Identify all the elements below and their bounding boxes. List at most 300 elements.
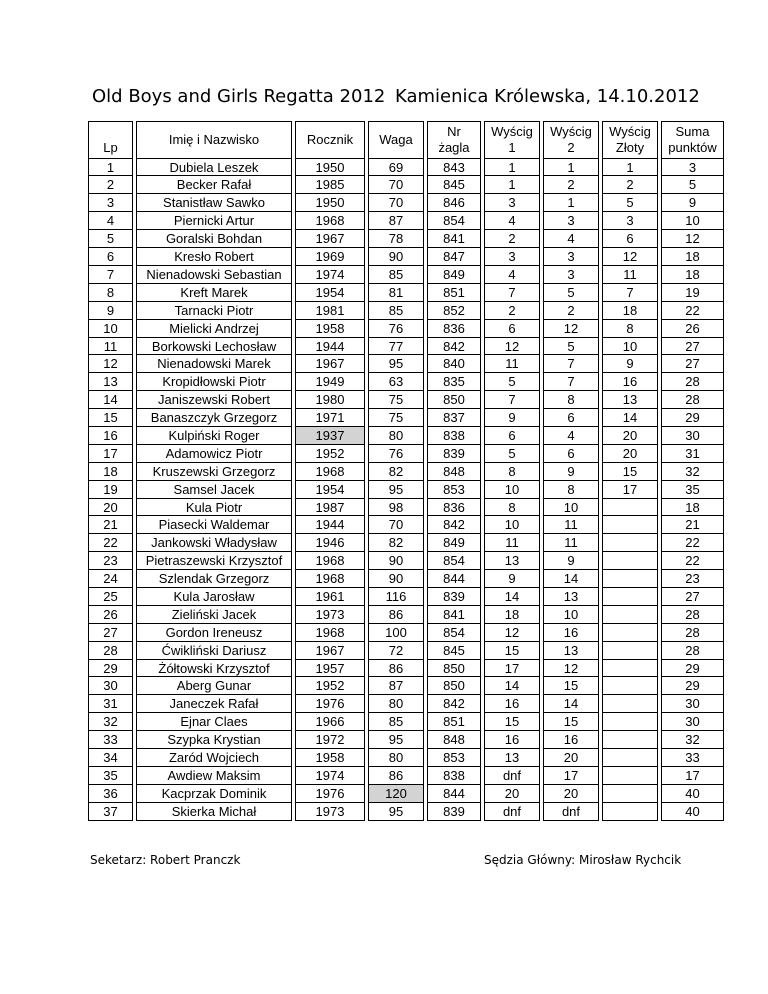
rocznik-cell: 1967 <box>295 642 365 660</box>
race3-cell: 5 <box>602 194 658 212</box>
name-cell: Banaszczyk Grzegorz <box>136 409 292 427</box>
nr-cell: 835 <box>427 373 481 391</box>
suma-cell: 21 <box>661 516 724 534</box>
race1-cell: 1 <box>484 159 540 177</box>
lp-cell: 30 <box>88 677 133 695</box>
header-nr-line1: Nr <box>447 123 461 139</box>
nr-cell: 853 <box>427 749 481 767</box>
race3-cell <box>602 677 658 695</box>
rocznik-cell: 1949 <box>295 373 365 391</box>
lp-cell: 15 <box>88 409 133 427</box>
name-cell: Borkowski Lechosław <box>136 338 292 356</box>
header-suma <box>661 121 724 159</box>
race1-cell: 15 <box>484 642 540 660</box>
race3-cell <box>602 767 658 785</box>
race1-cell: 2 <box>484 230 540 248</box>
name-cell: Nienadowski Marek <box>136 355 292 373</box>
lp-cell: 12 <box>88 355 133 373</box>
race3-cell: 16 <box>602 373 658 391</box>
nr-cell: 841 <box>427 606 481 624</box>
name-cell: Tarnacki Piotr <box>136 302 292 320</box>
race2-cell: 9 <box>543 463 599 481</box>
name-cell: Stanistław Sawko <box>136 194 292 212</box>
header-lp-label: Lp <box>103 139 118 155</box>
race3-cell <box>602 731 658 749</box>
race3-cell <box>602 588 658 606</box>
suma-cell: 31 <box>661 445 724 463</box>
race1-cell: 15 <box>484 713 540 731</box>
suma-cell: 27 <box>661 355 724 373</box>
rocznik-cell: 1972 <box>295 731 365 749</box>
lp-cell: 11 <box>88 338 133 356</box>
lp-cell: 10 <box>88 320 133 338</box>
rocznik-cell: 1952 <box>295 677 365 695</box>
header-w2-line1: Wyścig <box>550 123 592 139</box>
lp-cell: 32 <box>88 713 133 731</box>
nr-cell: 852 <box>427 302 481 320</box>
waga-cell: 90 <box>368 248 424 266</box>
race2-cell: 17 <box>543 767 599 785</box>
header-waga <box>368 121 424 159</box>
waga-cell: 78 <box>368 230 424 248</box>
race2-cell: 6 <box>543 409 599 427</box>
name-cell: Gordon Ireneusz <box>136 624 292 642</box>
waga-cell: 80 <box>368 695 424 713</box>
race3-cell: 13 <box>602 391 658 409</box>
race1-cell: 7 <box>484 284 540 302</box>
lp-cell: 36 <box>88 785 133 803</box>
race3-cell <box>602 642 658 660</box>
nr-cell: 841 <box>427 230 481 248</box>
lp-cell: 27 <box>88 624 133 642</box>
race3-cell: 11 <box>602 266 658 284</box>
header-w3-line2: Złoty <box>615 139 645 155</box>
col-w3 <box>602 121 658 821</box>
name-cell: Nienadowski Sebastian <box>136 266 292 284</box>
suma-cell: 35 <box>661 481 724 499</box>
race2-cell: 12 <box>543 660 599 678</box>
race2-cell: 20 <box>543 785 599 803</box>
race3-cell: 12 <box>602 248 658 266</box>
waga-cell: 72 <box>368 642 424 660</box>
waga-cell: 75 <box>368 409 424 427</box>
place-date: Kamienica Królewska, 14.10.2012 <box>395 86 700 107</box>
suma-cell: 28 <box>661 373 724 391</box>
race1-cell: 7 <box>484 391 540 409</box>
rocznik-cell: 1981 <box>295 302 365 320</box>
race2-cell: 3 <box>543 248 599 266</box>
race1-cell: 12 <box>484 338 540 356</box>
race1-cell: 3 <box>484 248 540 266</box>
race1-cell: 3 <box>484 194 540 212</box>
suma-cell: 27 <box>661 338 724 356</box>
name-cell: Janeczek Rafał <box>136 695 292 713</box>
race3-cell <box>602 749 658 767</box>
race3-cell: 2 <box>602 176 658 194</box>
name-cell: Goralski Bohdan <box>136 230 292 248</box>
nr-cell: 839 <box>427 588 481 606</box>
lp-cell: 4 <box>88 212 133 230</box>
rocznik-cell: 1968 <box>295 570 365 588</box>
race2-cell: 15 <box>543 713 599 731</box>
name-cell: Awdiew Maksim <box>136 767 292 785</box>
nr-cell: 850 <box>427 391 481 409</box>
lp-cell: 9 <box>88 302 133 320</box>
header-rocznik-label: Rocznik <box>306 131 354 147</box>
waga-cell: 90 <box>368 552 424 570</box>
header-nr-line2: żagla <box>438 139 470 155</box>
name-cell: Kacprzak Dominik <box>136 785 292 803</box>
race1-cell: 5 <box>484 445 540 463</box>
waga-cell: 87 <box>368 677 424 695</box>
race2-cell: 6 <box>543 445 599 463</box>
name-cell: Aberg Gunar <box>136 677 292 695</box>
race3-cell <box>602 785 658 803</box>
rocznik-cell: 1944 <box>295 338 365 356</box>
rocznik-cell: 1971 <box>295 409 365 427</box>
header-w3 <box>602 121 658 159</box>
race2-cell: 3 <box>543 266 599 284</box>
waga-cell: 85 <box>368 302 424 320</box>
race2-cell: dnf <box>543 803 599 821</box>
race2-cell: 12 <box>543 320 599 338</box>
name-cell: Piasecki Waldemar <box>136 516 292 534</box>
name-cell: Zieliński Jacek <box>136 606 292 624</box>
lp-cell: 18 <box>88 463 133 481</box>
lp-cell: 31 <box>88 695 133 713</box>
suma-cell: 19 <box>661 284 724 302</box>
rocznik-cell: 1973 <box>295 803 365 821</box>
lp-cell: 3 <box>88 194 133 212</box>
lp-cell: 6 <box>88 248 133 266</box>
lp-cell: 26 <box>88 606 133 624</box>
nr-cell: 849 <box>427 266 481 284</box>
lp-cell: 22 <box>88 534 133 552</box>
nr-cell: 851 <box>427 284 481 302</box>
rocznik-cell: 1968 <box>295 552 365 570</box>
rocznik-cell: 1957 <box>295 660 365 678</box>
waga-cell: 70 <box>368 176 424 194</box>
col-rocznik <box>295 121 365 821</box>
suma-cell: 32 <box>661 731 724 749</box>
race3-cell <box>602 660 658 678</box>
lp-cell: 28 <box>88 642 133 660</box>
race2-cell: 7 <box>543 373 599 391</box>
race1-cell: 20 <box>484 785 540 803</box>
rocznik-cell: 1961 <box>295 588 365 606</box>
name-cell: Kresło Robert <box>136 248 292 266</box>
race2-cell: 13 <box>543 642 599 660</box>
suma-cell: 9 <box>661 194 724 212</box>
lp-cell: 14 <box>88 391 133 409</box>
race1-cell: 10 <box>484 481 540 499</box>
name-cell: Kreft Marek <box>136 284 292 302</box>
lp-cell: 1 <box>88 159 133 177</box>
race1-cell: 18 <box>484 606 540 624</box>
nr-cell: 854 <box>427 212 481 230</box>
rocznik-cell: 1954 <box>295 481 365 499</box>
waga-cell: 116 <box>368 588 424 606</box>
name-cell: Mielicki Andrzej <box>136 320 292 338</box>
name-cell: Ćwikliński Dariusz <box>136 642 292 660</box>
race3-cell <box>602 552 658 570</box>
name-cell: Szypka Krystian <box>136 731 292 749</box>
race3-cell: 8 <box>602 320 658 338</box>
suma-cell: 33 <box>661 749 724 767</box>
race1-cell: dnf <box>484 803 540 821</box>
rocznik-cell: 1987 <box>295 499 365 517</box>
waga-cell: 75 <box>368 391 424 409</box>
waga-cell: 95 <box>368 481 424 499</box>
suma-cell: 29 <box>661 660 724 678</box>
race3-cell <box>602 499 658 517</box>
lp-cell: 8 <box>88 284 133 302</box>
header-name-label: Imię i Nazwisko <box>168 131 260 147</box>
waga-cell: 70 <box>368 194 424 212</box>
suma-cell: 22 <box>661 534 724 552</box>
race3-cell <box>602 534 658 552</box>
lp-cell: 23 <box>88 552 133 570</box>
rocznik-cell: 1968 <box>295 463 365 481</box>
waga-cell: 86 <box>368 660 424 678</box>
lp-cell: 24 <box>88 570 133 588</box>
race2-cell: 3 <box>543 212 599 230</box>
nr-cell: 847 <box>427 248 481 266</box>
race3-cell: 7 <box>602 284 658 302</box>
name-cell: Jankowski Władysław <box>136 534 292 552</box>
nr-cell: 854 <box>427 624 481 642</box>
header-w2-line2: 2 <box>567 139 575 155</box>
waga-cell: 86 <box>368 606 424 624</box>
regatta-title: Old Boys and Girls Regatta 2012 <box>92 86 386 107</box>
race2-cell: 1 <box>543 194 599 212</box>
suma-cell: 28 <box>661 624 724 642</box>
race2-cell: 20 <box>543 749 599 767</box>
name-cell: Dubiela Leszek <box>136 159 292 177</box>
race3-cell: 18 <box>602 302 658 320</box>
race2-cell: 10 <box>543 499 599 517</box>
race2-cell: 8 <box>543 391 599 409</box>
race3-cell: 15 <box>602 463 658 481</box>
waga-cell: 81 <box>368 284 424 302</box>
rocznik-cell: 1954 <box>295 284 365 302</box>
race1-cell: 2 <box>484 302 540 320</box>
nr-cell: 848 <box>427 731 481 749</box>
lp-cell: 7 <box>88 266 133 284</box>
race3-cell: 10 <box>602 338 658 356</box>
nr-cell: 853 <box>427 481 481 499</box>
rocznik-cell: 1958 <box>295 320 365 338</box>
race2-cell: 5 <box>543 284 599 302</box>
rocznik-cell: 1946 <box>295 534 365 552</box>
race1-cell: 9 <box>484 409 540 427</box>
col-suma <box>661 121 724 821</box>
nr-cell: 843 <box>427 159 481 177</box>
nr-cell: 842 <box>427 695 481 713</box>
name-cell: Zaród Wojciech <box>136 749 292 767</box>
waga-cell: 70 <box>368 516 424 534</box>
suma-cell: 22 <box>661 302 724 320</box>
lp-cell: 5 <box>88 230 133 248</box>
header-w3-line1: Wyścig <box>609 123 651 139</box>
race1-cell: 5 <box>484 373 540 391</box>
race3-cell: 14 <box>602 409 658 427</box>
suma-cell: 30 <box>661 713 724 731</box>
header-suma-line1: Suma <box>675 123 710 139</box>
header-suma-line2: punktów <box>668 139 717 155</box>
col-lp <box>88 121 133 821</box>
nr-cell: 849 <box>427 534 481 552</box>
rocznik-cell: 1967 <box>295 355 365 373</box>
waga-cell: 77 <box>368 338 424 356</box>
lp-cell: 34 <box>88 749 133 767</box>
rocznik-cell: 1985 <box>295 176 365 194</box>
rocznik-cell: 1950 <box>295 159 365 177</box>
waga-cell: 120 <box>368 785 424 803</box>
race1-cell: 8 <box>484 463 540 481</box>
header-w1-line2: 1 <box>508 139 516 155</box>
race1-cell: 14 <box>484 588 540 606</box>
nr-cell: 842 <box>427 516 481 534</box>
lp-cell: 33 <box>88 731 133 749</box>
race2-cell: 4 <box>543 427 599 445</box>
rocznik-cell: 1952 <box>295 445 365 463</box>
rocznik-cell: 1969 <box>295 248 365 266</box>
lp-cell: 20 <box>88 499 133 517</box>
waga-cell: 85 <box>368 266 424 284</box>
race1-cell: 12 <box>484 624 540 642</box>
waga-cell: 82 <box>368 534 424 552</box>
rocznik-cell: 1976 <box>295 695 365 713</box>
rocznik-cell: 1968 <box>295 624 365 642</box>
race2-cell: 16 <box>543 731 599 749</box>
name-cell: Skierka Michał <box>136 803 292 821</box>
rocznik-cell: 1944 <box>295 516 365 534</box>
waga-cell: 86 <box>368 767 424 785</box>
race2-cell: 4 <box>543 230 599 248</box>
suma-cell: 18 <box>661 248 724 266</box>
nr-cell: 839 <box>427 803 481 821</box>
header-rocznik <box>295 121 365 159</box>
col-nr <box>427 121 481 821</box>
rocznik-cell: 1937 <box>295 427 365 445</box>
rocznik-cell: 1976 <box>295 785 365 803</box>
suma-cell: 40 <box>661 803 724 821</box>
name-cell: Samsel Jacek <box>136 481 292 499</box>
header-lp <box>88 121 133 159</box>
lp-cell: 29 <box>88 660 133 678</box>
name-cell: Kruszewski Grzegorz <box>136 463 292 481</box>
suma-cell: 28 <box>661 606 724 624</box>
race1-cell: 6 <box>484 320 540 338</box>
race2-cell: 11 <box>543 516 599 534</box>
nr-cell: 840 <box>427 355 481 373</box>
nr-cell: 850 <box>427 660 481 678</box>
results-table <box>88 121 724 821</box>
waga-cell: 95 <box>368 355 424 373</box>
waga-cell: 90 <box>368 570 424 588</box>
race3-cell: 20 <box>602 445 658 463</box>
col-w1 <box>484 121 540 821</box>
race1-cell: 16 <box>484 731 540 749</box>
nr-cell: 854 <box>427 552 481 570</box>
suma-cell: 29 <box>661 677 724 695</box>
name-cell: Piernicki Artur <box>136 212 292 230</box>
name-cell: Becker Rafał <box>136 176 292 194</box>
race2-cell: 15 <box>543 677 599 695</box>
race1-cell: 6 <box>484 427 540 445</box>
waga-cell: 76 <box>368 320 424 338</box>
race3-cell: 20 <box>602 427 658 445</box>
suma-cell: 5 <box>661 176 724 194</box>
nr-cell: 842 <box>427 338 481 356</box>
race3-cell: 9 <box>602 355 658 373</box>
waga-cell: 85 <box>368 713 424 731</box>
nr-cell: 850 <box>427 677 481 695</box>
nr-cell: 838 <box>427 427 481 445</box>
suma-cell: 28 <box>661 642 724 660</box>
lp-cell: 17 <box>88 445 133 463</box>
race2-cell: 9 <box>543 552 599 570</box>
race1-cell: 13 <box>484 552 540 570</box>
race1-cell: 4 <box>484 266 540 284</box>
name-cell: Adamowicz Piotr <box>136 445 292 463</box>
name-cell: Szlendak Grzegorz <box>136 570 292 588</box>
suma-cell: 12 <box>661 230 724 248</box>
nr-cell: 848 <box>427 463 481 481</box>
rocznik-cell: 1966 <box>295 713 365 731</box>
header-w1 <box>484 121 540 159</box>
nr-cell: 846 <box>427 194 481 212</box>
race2-cell: 7 <box>543 355 599 373</box>
race2-cell: 16 <box>543 624 599 642</box>
rocznik-cell: 1974 <box>295 266 365 284</box>
rocznik-cell: 1950 <box>295 194 365 212</box>
lp-cell: 16 <box>88 427 133 445</box>
suma-cell: 10 <box>661 212 724 230</box>
nr-cell: 839 <box>427 445 481 463</box>
race1-cell: 11 <box>484 355 540 373</box>
waga-cell: 76 <box>368 445 424 463</box>
name-cell: Kropidłowski Piotr <box>136 373 292 391</box>
judge-signature-line: Sędzia Główny: Mirosław Rychcik <box>484 853 682 867</box>
header-name <box>136 121 292 159</box>
race1-cell: 14 <box>484 677 540 695</box>
waga-cell: 69 <box>368 159 424 177</box>
nr-cell: 836 <box>427 320 481 338</box>
race2-cell: 8 <box>543 481 599 499</box>
race3-cell <box>602 695 658 713</box>
race2-cell: 1 <box>543 159 599 177</box>
suma-cell: 18 <box>661 266 724 284</box>
race3-cell <box>602 624 658 642</box>
race2-cell: 14 <box>543 570 599 588</box>
race3-cell <box>602 606 658 624</box>
waga-cell: 100 <box>368 624 424 642</box>
suma-cell: 23 <box>661 570 724 588</box>
header-w2 <box>543 121 599 159</box>
nr-cell: 844 <box>427 570 481 588</box>
suma-cell: 30 <box>661 427 724 445</box>
header-nr <box>427 121 481 159</box>
race1-cell: 17 <box>484 660 540 678</box>
name-cell: Janiszewski Robert <box>136 391 292 409</box>
lp-cell: 13 <box>88 373 133 391</box>
suma-cell: 3 <box>661 159 724 177</box>
race2-cell: 10 <box>543 606 599 624</box>
suma-cell: 40 <box>661 785 724 803</box>
col-name <box>136 121 292 821</box>
